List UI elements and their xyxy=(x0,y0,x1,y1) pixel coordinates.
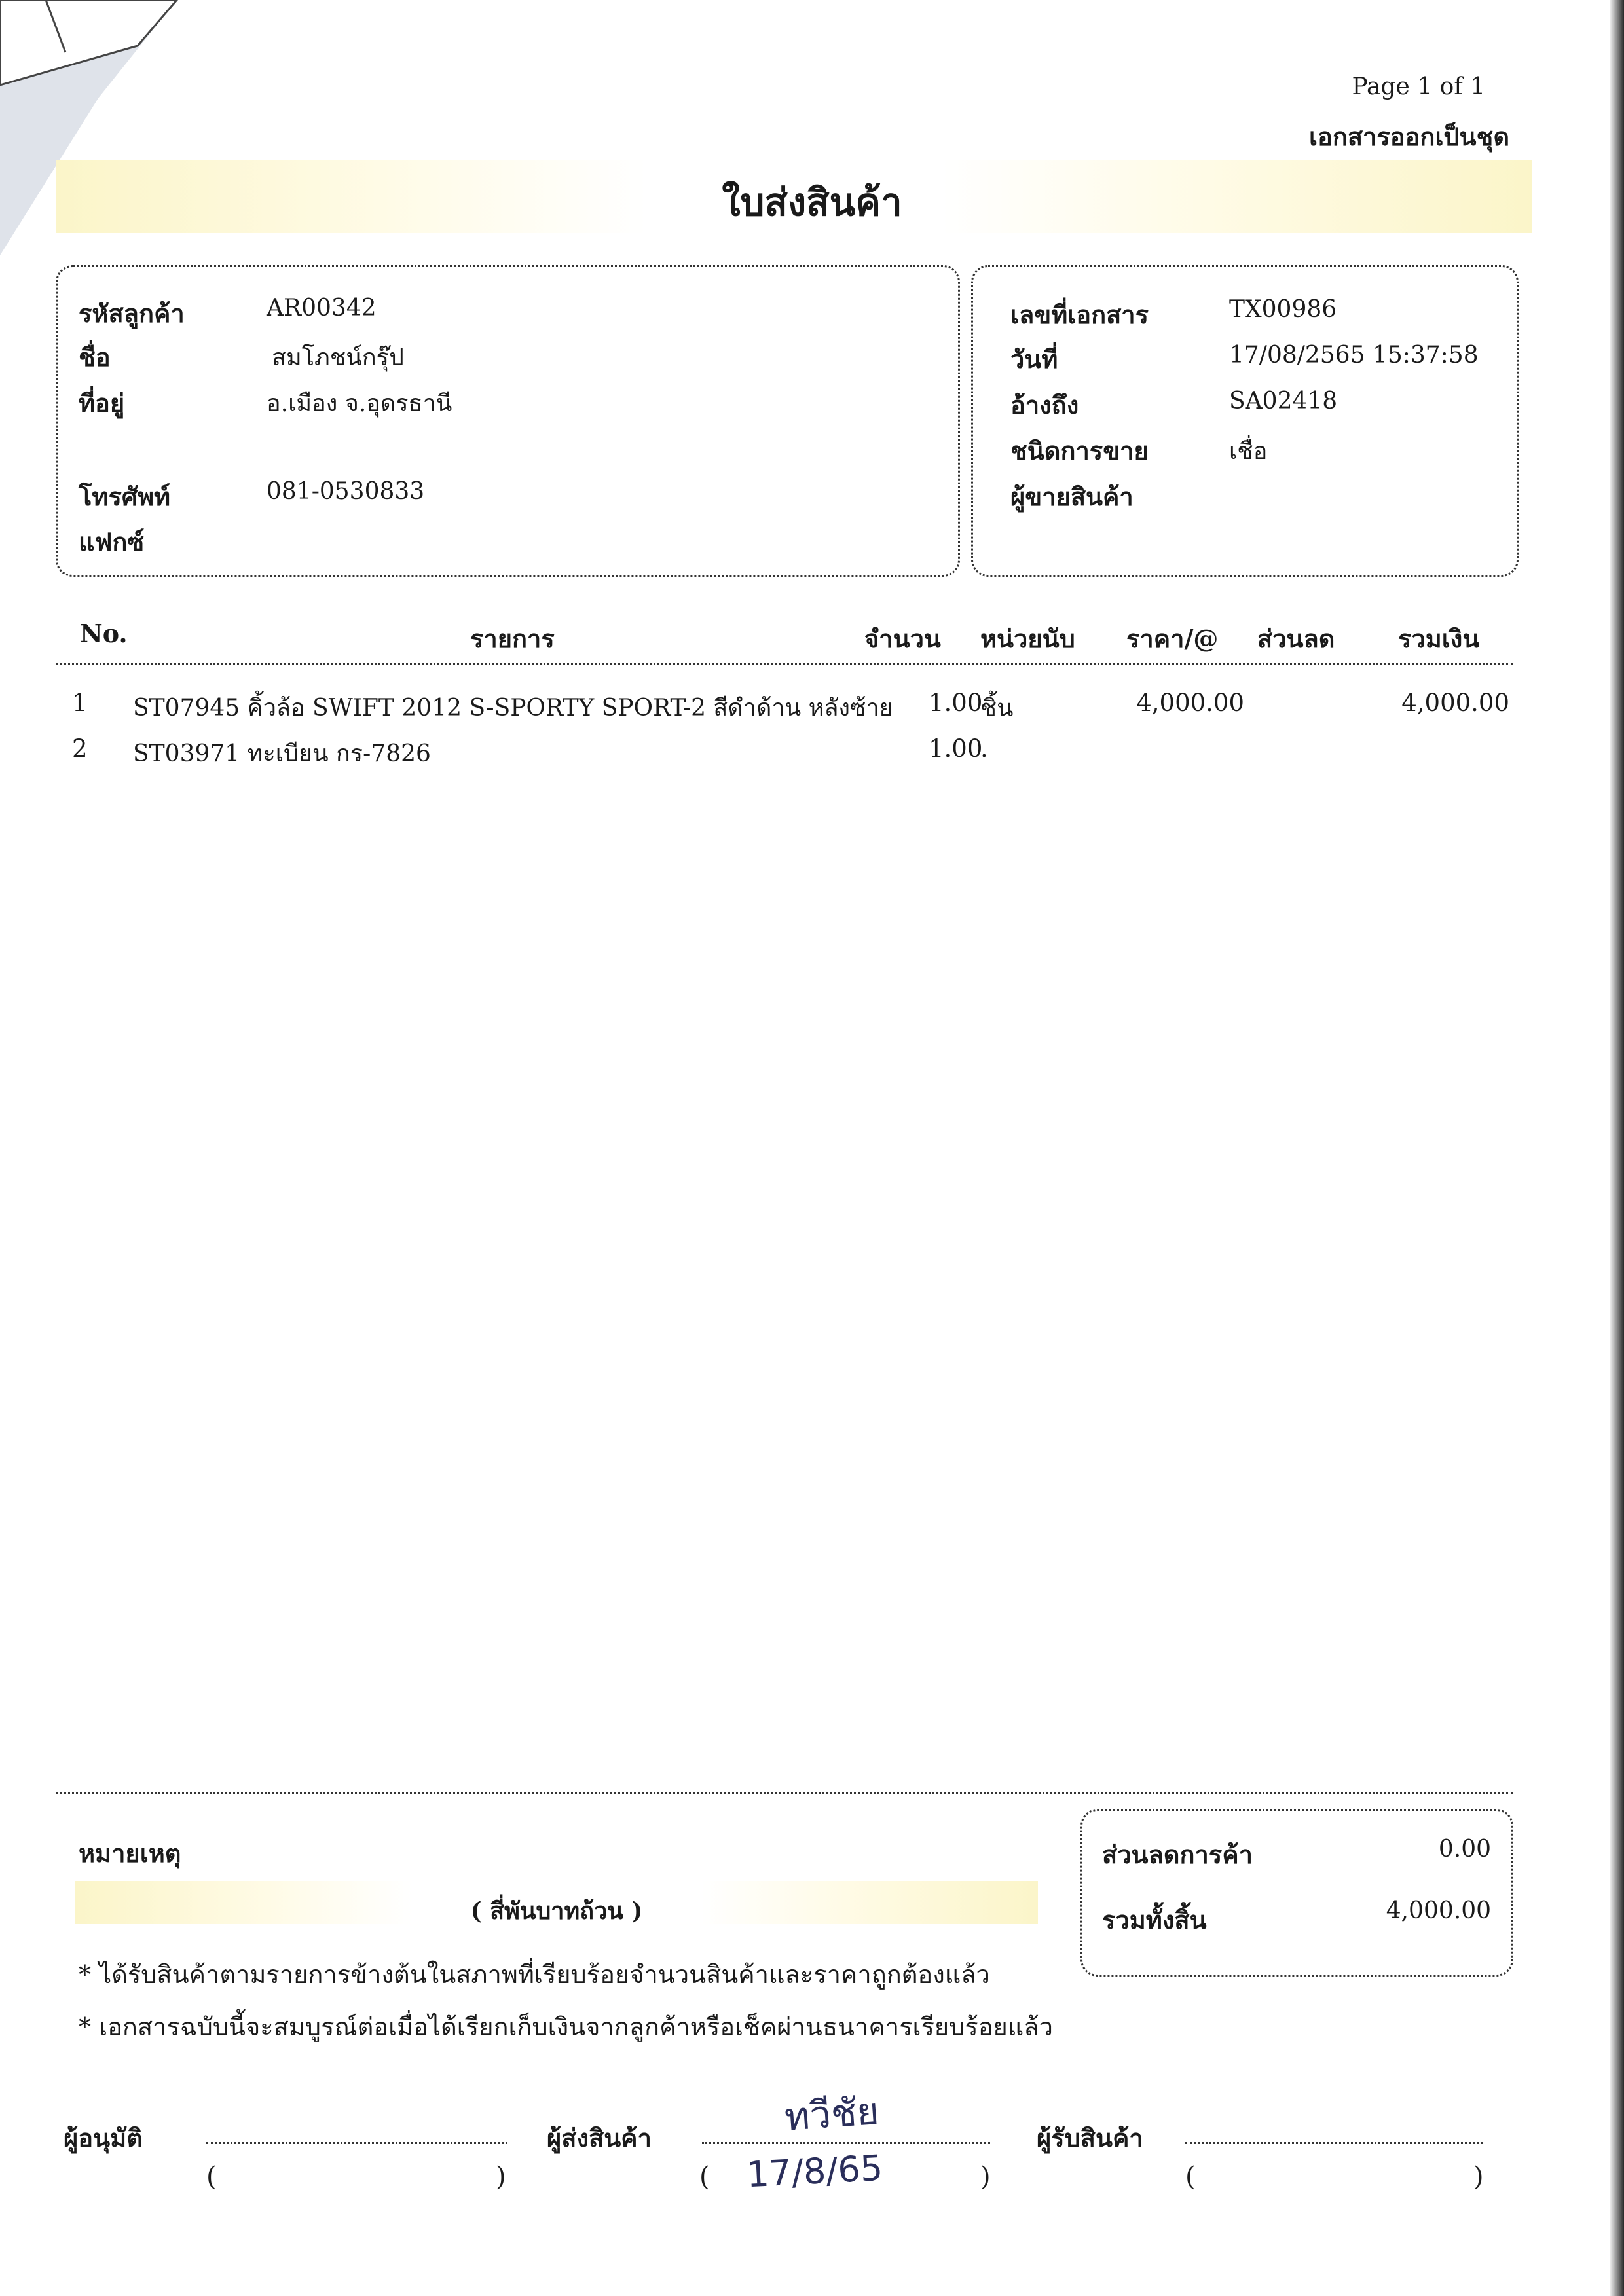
column-header-no: No. xyxy=(80,619,128,648)
page-indicator: Page 1 of 1 xyxy=(1352,73,1485,100)
footer-rule xyxy=(56,1792,1513,1794)
shipper-paren-close: ) xyxy=(980,2162,991,2192)
sale-type: เชื่อ xyxy=(1229,438,1268,465)
document-date: 17/08/2565 15:37:58 xyxy=(1229,342,1479,369)
receiver-signature-line xyxy=(1185,2142,1483,2144)
approver-signature-line xyxy=(206,2142,507,2144)
column-header-item: รายการ xyxy=(470,624,555,653)
customer-address: อ.เมือง จ.อุดรธานี xyxy=(267,390,452,417)
column-header-qty: จำนวน xyxy=(864,624,941,653)
customer-code-label: รหัสลูกค้า xyxy=(79,299,185,328)
row-1-no: 1 xyxy=(72,689,88,717)
shipper-label: ผู้ส่งสินค้า xyxy=(547,2123,652,2153)
column-header-unit: หน่วยนับ xyxy=(980,624,1075,653)
row-1-price: 4,000.00 xyxy=(1136,689,1244,717)
row-2-qty: 1.00 xyxy=(929,735,983,763)
table-header-rule xyxy=(56,663,1513,665)
amount-in-words: ( สี่พันบาทถ้วน ) xyxy=(470,1897,643,1925)
remarks-label: หมายเหตุ xyxy=(79,1838,181,1868)
row-2-item: ST03971 ทะเบียน กร-7826 xyxy=(133,740,431,767)
page-title: ใบส่งสินค้า xyxy=(722,180,902,225)
receiver-paren-close: ) xyxy=(1473,2162,1484,2192)
customer-phone-label: โทรศัพท์ xyxy=(79,482,171,511)
customer-name: สมโภชน์กรุ๊ป xyxy=(272,344,404,371)
reference-number: SA02418 xyxy=(1229,388,1338,414)
customer-address-label: ที่อยู่ xyxy=(79,388,125,418)
receipt-note: * ได้รับสินค้าตามรายการข้างต้นในสภาพที่เรียบร้อยจำนวนสินค้าและราคาถูกต้องแล้ว xyxy=(79,1960,990,1989)
shipper-paren-open: ( xyxy=(699,2162,710,2192)
column-header-total: รวมเงิน xyxy=(1398,624,1480,653)
document-number: TX00986 xyxy=(1229,296,1337,323)
customer-fax-label: แฟกซ์ xyxy=(79,527,145,556)
customer-name-label: ชื่อ xyxy=(79,342,111,372)
customer-phone: 081-0530833 xyxy=(267,478,425,505)
approver-paren-open: ( xyxy=(206,2162,217,2192)
column-header-price: ราคา/@ xyxy=(1126,624,1219,653)
column-header-discount: ส่วนลด xyxy=(1257,624,1335,653)
document-date-label: วันที่ xyxy=(1010,344,1058,374)
customer-info-box xyxy=(56,265,960,577)
approver-label: ผู้อนุมัติ xyxy=(64,2123,143,2153)
reference-label: อ้างถึง xyxy=(1010,390,1079,420)
receiver-label: ผู้รับสินค้า xyxy=(1037,2123,1143,2153)
scan-edge-shadow xyxy=(1610,0,1624,2296)
shipper-handwritten-date: 17/8/65 xyxy=(745,2147,884,2196)
row-2-no: 2 xyxy=(72,735,88,763)
customer-code: AR00342 xyxy=(267,295,377,321)
grand-total-label: รวมทั้งสิ้น xyxy=(1102,1905,1207,1935)
row-1-qty: 1.00 xyxy=(929,689,983,717)
completion-note: * เอกสารฉบับนี้จะสมบูรณ์ต่อเมื่อได้เรียกเก็บเงินจากลูกค้าหรือเช็คผ่านธนาคารเรียบร้อยแล้ว xyxy=(79,2013,1053,2041)
receiver-paren-open: ( xyxy=(1185,2162,1196,2192)
shipper-handwritten-name: ทวีชัย xyxy=(783,2088,881,2140)
seller-label: ผู้ขายสินค้า xyxy=(1010,482,1134,511)
row-1-item: ST07945 คิ้วล้อ SWIFT 2012 S-SPORTY SPORT-2 สีดำด้าน หลังซ้าย xyxy=(133,695,893,721)
document-set-label: เอกสารออกเป็นชุด xyxy=(1309,122,1509,151)
row-2-unit: . xyxy=(980,735,988,763)
trade-discount-value: 0.00 xyxy=(1438,1836,1491,1863)
grand-total-value: 4,000.00 xyxy=(1386,1897,1491,1924)
document-number-label: เลขที่เอกสาร xyxy=(1010,300,1149,329)
row-1-unit: ชิ้น xyxy=(980,694,1014,722)
trade-discount-label: ส่วนลดการค้า xyxy=(1102,1840,1253,1869)
row-1-total: 4,000.00 xyxy=(1401,689,1509,717)
approver-paren-close: ) xyxy=(496,2162,506,2192)
sale-type-label: ชนิดการขาย xyxy=(1010,436,1149,465)
